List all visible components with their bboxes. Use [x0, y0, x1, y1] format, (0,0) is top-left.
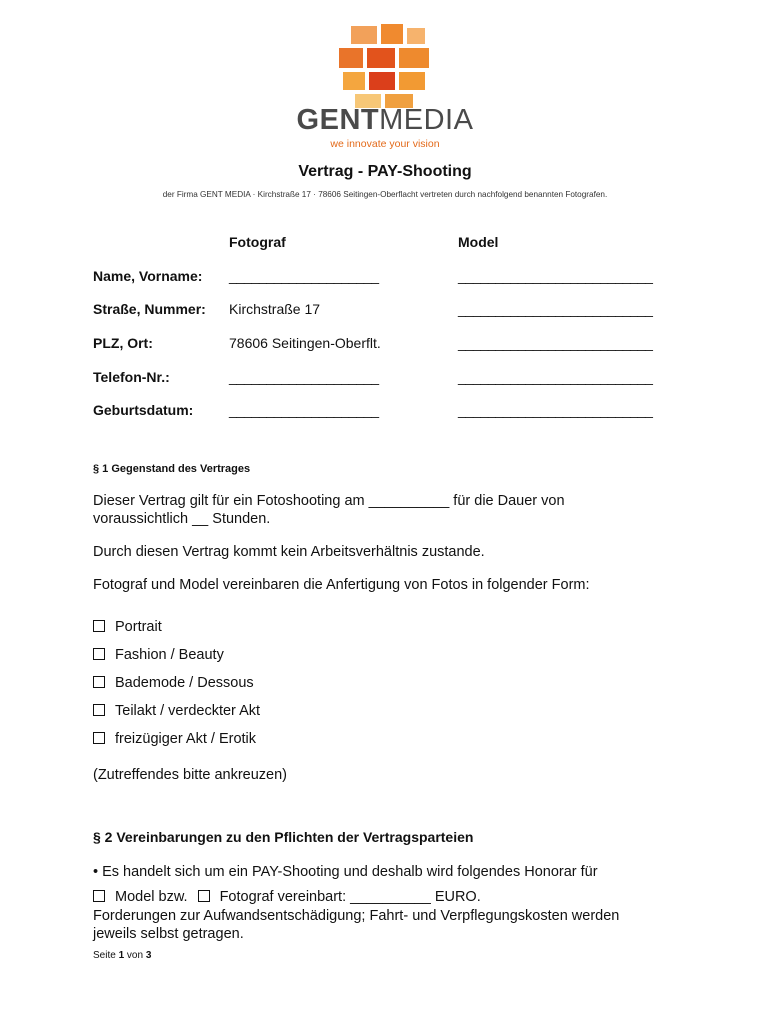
row-label-name: Name, Vorname:: [93, 268, 203, 284]
checkbox-freizuegiger-akt[interactable]: [93, 732, 105, 744]
company-logo: [295, 22, 475, 150]
fotograf-name-field[interactable]: ____________________: [229, 268, 379, 284]
fotograf-strasse-value: Kirchstraße 17: [229, 301, 321, 317]
model-plz-ort-field[interactable]: __________________________: [458, 335, 653, 351]
logo-tile-graphic: [335, 22, 435, 114]
checkbox-model[interactable]: [93, 890, 105, 902]
checkbox-fashion-beauty[interactable]: [93, 648, 105, 660]
column-header-fotograf: Fotograf: [229, 234, 286, 250]
option-fashion-beauty[interactable]: [93, 647, 224, 663]
brand-name: GENTMEDIA: [296, 104, 474, 136]
section-1-para-1-line-2: voraussichtlich __ Stunden.: [93, 511, 271, 527]
option-model-label: Model bzw.: [115, 889, 188, 905]
row-label-geburtsdatum: Geburtsdatum:: [93, 402, 194, 418]
column-header-model: Model: [458, 234, 499, 250]
company-subline: der Firma GENT MEDIA · Kirchstraße 17 · 78606 Seitingen-Oberflacht vertreten durch nachfolgend benannten Fotografen.: [162, 190, 608, 199]
option-freizuegiger-akt[interactable]: [93, 731, 256, 747]
section-1-para-2: Durch diesen Vertrag kommt kein Arbeitsverhältnis zustande.: [93, 544, 485, 560]
checkbox-fotograf[interactable]: [198, 890, 210, 902]
section-1-para-3: Fotograf und Model vereinbaren die Anfertigung von Fotos in folgender Form:: [93, 577, 590, 593]
model-telefon-field[interactable]: __________________________: [458, 369, 653, 385]
option-bademode-dessous[interactable]: [93, 675, 254, 691]
row-label-strasse: Straße, Nummer:: [93, 301, 206, 317]
model-strasse-field[interactable]: __________________________: [458, 301, 653, 317]
section-1-heading: § 1 Gegenstand des Vertrages: [93, 463, 251, 475]
option-label: freizügiger Akt / Erotik: [115, 731, 257, 747]
model-geburtsdatum-field[interactable]: __________________________: [458, 402, 653, 418]
checkbox-bademode-dessous[interactable]: [93, 676, 105, 688]
page-number-footer: Seite 1 von 3: [93, 950, 152, 961]
section-2-honorar-options: [93, 889, 481, 905]
checkbox-teilakt[interactable]: [93, 704, 105, 716]
row-label-plz-ort: PLZ, Ort:: [93, 335, 153, 351]
document-title: Vertrag - PAY-Shooting: [298, 163, 472, 180]
option-teilakt[interactable]: [93, 703, 260, 719]
brand-tagline: we innovate your vision: [330, 138, 440, 150]
option-label: Fashion / Beauty: [115, 647, 224, 663]
option-label: Bademode / Dessous: [115, 675, 254, 691]
section-2-line-4: jeweils selbst getragen.: [93, 926, 244, 942]
section-1-note: (Zutreffendes bitte ankreuzen): [93, 767, 287, 783]
option-label: Portrait: [115, 619, 162, 635]
checkbox-portrait[interactable]: [93, 620, 105, 632]
section-1-para-1-line-1: Dieser Vertrag gilt für ein Fotoshooting am __________ für die Dauer von: [93, 493, 565, 509]
fotograf-telefon-field[interactable]: ____________________: [229, 369, 379, 385]
fotograf-geburtsdatum-field[interactable]: ____________________: [229, 402, 379, 418]
model-name-field[interactable]: __________________________: [458, 268, 653, 284]
option-fotograf-label: Fotograf vereinbart: __________ EURO.: [219, 889, 481, 905]
option-label: Teilakt / verdeckter Akt: [115, 703, 261, 719]
row-label-telefon: Telefon-Nr.:: [93, 369, 170, 385]
option-portrait[interactable]: [93, 619, 162, 635]
fotograf-plz-ort-value: 78606 Seitingen-Oberflt.: [229, 335, 381, 351]
section-2-bullet: • Es handelt sich um ein PAY-Shooting und deshalb wird folgendes Honorar für: [93, 864, 598, 880]
section-2-line-3: Forderungen zur Aufwandsentschädigung; Fahrt- und Verpflegungskosten werden: [93, 908, 620, 924]
section-2-heading: § 2 Vereinbarungen zu den Pflichten der Vertragsparteien: [93, 829, 474, 845]
